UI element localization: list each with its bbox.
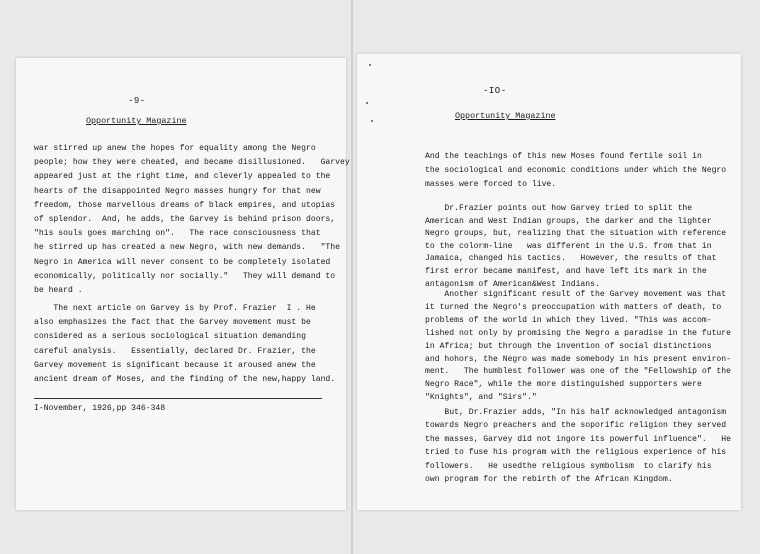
text-line: And the teachings of this new Moses found fertile soil in (425, 152, 702, 161)
text-line: But, Dr.Frazier adds, "In his half acknowledged antagonism (425, 408, 727, 417)
text-line: hearts of the disappointed Negro masses hungry for that new (34, 186, 321, 196)
text-line: people; how they were cheated, and became disillusioned. Garvey (34, 158, 350, 168)
text-line: Negro groups, but, realizing that the situation with reference (425, 229, 727, 239)
left-page (16, 58, 350, 510)
text-line: Jamaica, changed his tactics. However, the results of that (425, 254, 717, 264)
text-line: it turned the Negro's preoccupation with matters of death, to (425, 302, 722, 312)
text-line: ment. The humblest follower was one of the "Fellowship of the (425, 367, 731, 377)
text-line: in Africa; but through the invention of social distinctions (425, 341, 712, 351)
text-line: Negro in America will never consent to be completely isolated (34, 257, 331, 267)
scan-speck (371, 120, 373, 122)
text-line: ancient dream of Moses, and the finding of the new,happy land. (34, 375, 336, 384)
text-line: "his souls goes marching on". The race consciousness that (34, 229, 321, 239)
text-line: appeared just at the right time, and cleverly appealed to the (34, 172, 331, 182)
text-line: Another significant result of the Garvey movement was that (425, 290, 727, 299)
right-running-head: Opportunity Magazine (455, 111, 556, 121)
left-page-number: -9- (128, 96, 146, 106)
text-line: followers. He usedthe religious symbolism to clarify his (425, 461, 712, 471)
text-line: freedom, those marvellous dreams of black empires, and utopias (34, 200, 336, 210)
footnote: I-November, 1926,pp 346-348 (34, 404, 166, 413)
footnote-rule (34, 398, 322, 399)
text-line: he stirred up has created a new Negro, with new demands. "The (34, 243, 340, 253)
text-line: of splendor. And, he adds, the Garvey is behind prison doors, (34, 215, 336, 224)
right-page-number: -IO- (483, 86, 507, 96)
text-line: the sociological and economic conditions under which the Negro (425, 166, 727, 176)
text-line: the masses, Garvey did not ingore its powerful influence". He (425, 434, 731, 444)
text-line: American and West Indian groups, the darker and the lighter (425, 216, 712, 226)
text-line: "Knights", and "Sirs"." (425, 393, 537, 403)
book-gutter (351, 0, 353, 554)
scan-speck (366, 102, 368, 104)
text-line: first error became manifest, and have left its mark in the (425, 267, 707, 276)
text-line: economically, politically nor socially." They will demand to (34, 271, 336, 281)
text-line: war stirred up anew the hopes for equality among the Negro (34, 144, 316, 153)
text-line: antagonism of American&West Indians. (425, 279, 600, 289)
text-line: lished not only by promising the Negro a paradise in the future (425, 328, 731, 338)
text-line: be heard . (34, 286, 83, 295)
text-line: towards Negro preachers and the soporific religion they served (425, 421, 727, 431)
text-line: Garvey movement is significant because it aroused anew the (34, 360, 316, 370)
text-line: own program for the rebirth of the African Kingdom. (425, 475, 673, 484)
text-line: and hohors, the Negro was made somebody in his present environ- (425, 354, 731, 364)
text-line: The next article on Garvey is by Prof. Frazier I . He (34, 304, 316, 313)
text-line: also emphasizes the fact that the Garvey movement must be (34, 318, 311, 328)
right-page (357, 54, 741, 510)
text-line: to the colorm-line was different in the U.S. from that in (425, 241, 712, 251)
text-line: problems of the world in which they lived. "This was accom- (425, 315, 712, 325)
left-running-head: Opportunity Magazine (86, 116, 187, 126)
text-line: masses were forced to live. (425, 180, 557, 190)
text-line: Negro Race", while the more distinguished supporters were (425, 380, 702, 390)
text-line: Dr.Frazier points out how Garvey tried to split the (425, 204, 693, 213)
text-line: tried to fuse his program with the religious experience of his (425, 448, 727, 458)
text-line: considered as a serious sociological situation demanding (34, 332, 306, 342)
scan-speck (369, 64, 371, 66)
text-line: careful analysis. Essentially, declared Dr. Frazier, the (34, 346, 316, 356)
